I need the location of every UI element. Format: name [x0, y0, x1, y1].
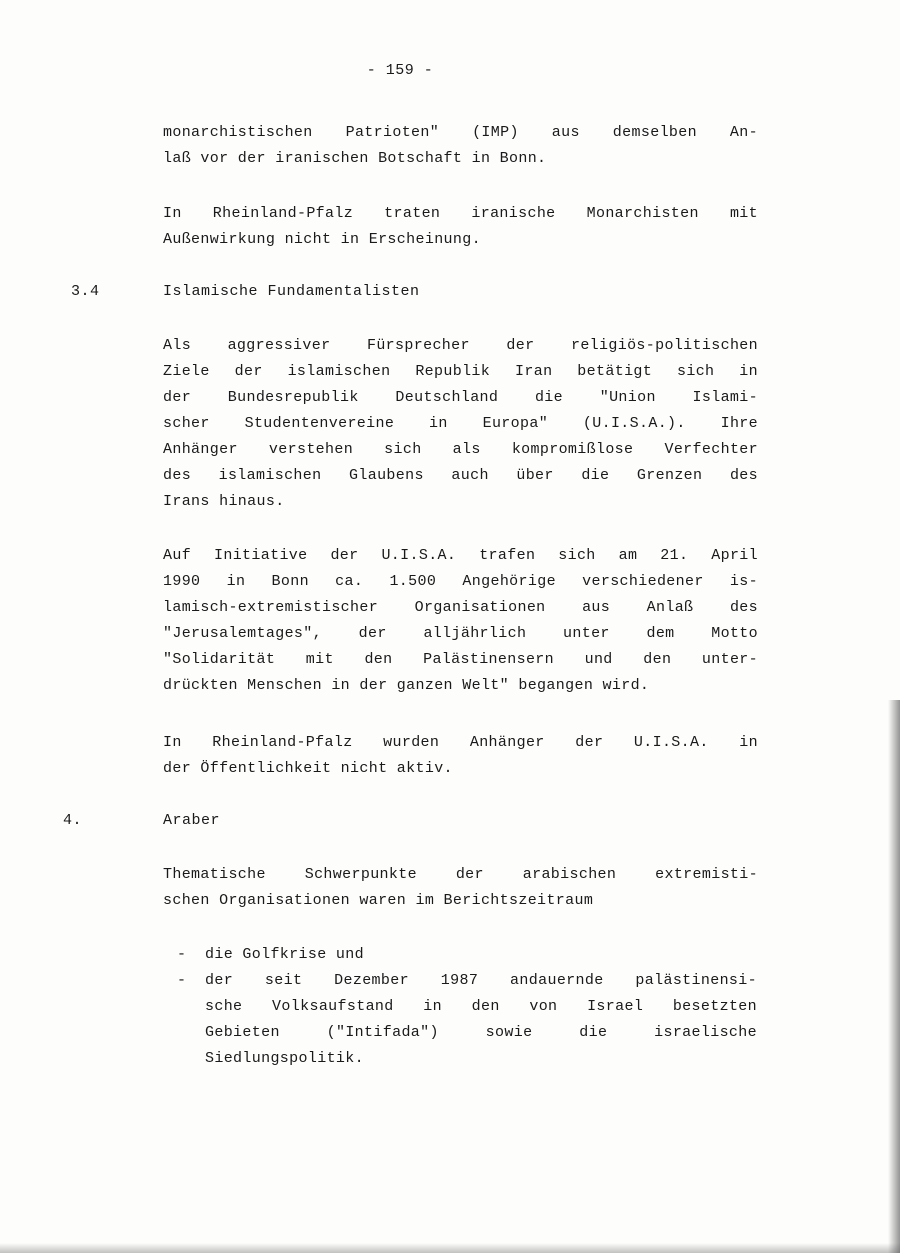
text-line: In Rheinland-Pfalz wurden Anhänger der U.I.S.A. in: [163, 734, 758, 751]
list-dash: -: [177, 972, 187, 989]
text-line: Auf Initiative der U.I.S.A. trafen sich am 21. April: [163, 547, 758, 564]
list-item: [177, 942, 757, 968]
section-number: 4.: [63, 812, 83, 829]
text-line: der seit Dezember 1987 andauernde palästinensi-: [205, 972, 757, 989]
paragraph-arab-focus: [163, 862, 758, 914]
text-line: 1990 in Bonn ca. 1.500 Angehörige verschiedener is-: [163, 573, 758, 590]
text-line: Außenwirkung nicht in Erscheinung.: [163, 231, 481, 248]
text-line: laß vor der iranischen Botschaft in Bonn.: [163, 150, 547, 167]
list-item: [177, 968, 757, 1072]
text-line: schen Organisationen waren im Berichtszeitraum: [163, 892, 594, 909]
section-heading-3-4: [71, 283, 420, 300]
paragraph-rlp-monarchists: [163, 201, 758, 253]
section-title: Islamische Fundamentalisten: [163, 283, 420, 300]
text-line: sche Volksaufstand in den von Israel besetzten: [205, 998, 757, 1015]
text-line: Thematische Schwerpunkte der arabischen extremisti-: [163, 866, 758, 883]
text-line: Anhänger verstehen sich als kompromißlose Verfechter: [163, 441, 758, 458]
topic-list: [177, 942, 757, 1072]
paragraph-uisa-intro: [163, 333, 758, 515]
text-line: scher Studentenvereine in Europa" (U.I.S.A.). Ihre: [163, 415, 758, 432]
list-dash: -: [177, 946, 187, 963]
text-line: Irans hinaus.: [163, 493, 285, 510]
text-line: Als aggressiver Fürsprecher der religiös-politischen: [163, 337, 758, 354]
text-line: drückten Menschen in der ganzen Welt" begangen wird.: [163, 677, 650, 694]
section-heading-4: [63, 812, 221, 829]
section-title: Araber: [163, 812, 221, 829]
scan-shadow-right: [888, 700, 900, 1253]
text-line: Siedlungspolitik.: [205, 1050, 364, 1067]
text-line: monarchistischen Patrioten" (IMP) aus demselben An-: [163, 124, 758, 141]
text-line: die Golfkrise und: [205, 946, 364, 963]
text-line: "Solidarität mit den Palästinensern und den unter-: [163, 651, 758, 668]
text-line: der Bundesrepublik Deutschland die "Union Islami-: [163, 389, 758, 406]
text-line: lamisch-extremistischer Organisationen aus Anlaß des: [163, 599, 758, 616]
text-line: Ziele der islamischen Republik Iran betätigt sich in: [163, 363, 758, 380]
text-line: Gebieten ("Intifada") sowie die israelische: [205, 1024, 757, 1041]
section-number: 3.4: [71, 283, 100, 300]
paragraph-rlp-uisa: [163, 730, 758, 782]
scan-shadow-bottom: [0, 1243, 900, 1253]
paragraph-jerusalem-day: [163, 543, 758, 699]
text-line: "Jerusalemtages", der alljährlich unter dem Motto: [163, 625, 758, 642]
paragraph-monarchists-continued: [163, 120, 758, 172]
page-number: - 159 -: [366, 62, 434, 79]
text-line: In Rheinland-Pfalz traten iranische Monarchisten mit: [163, 205, 758, 222]
text-line: des islamischen Glaubens auch über die Grenzen des: [163, 467, 758, 484]
text-line: der Öffentlichkeit nicht aktiv.: [163, 760, 453, 777]
